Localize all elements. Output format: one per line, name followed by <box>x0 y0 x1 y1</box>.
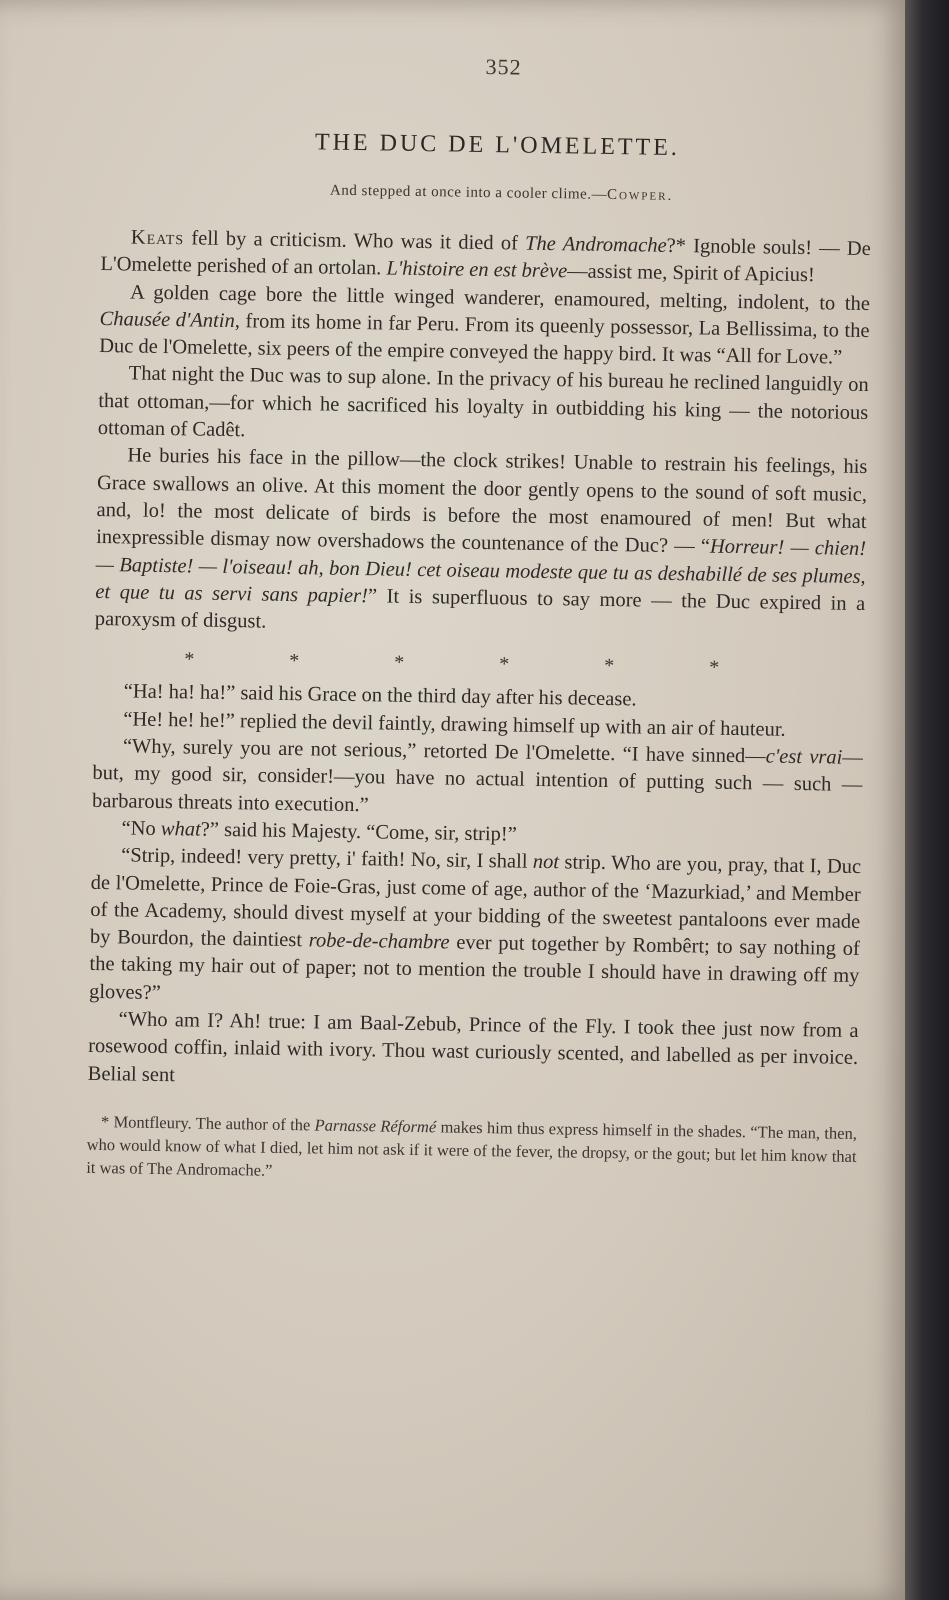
italic-phrase: robe-de-chambre <box>308 929 450 954</box>
page-content <box>86 40 874 1207</box>
dialogue-why-surely <box>92 733 863 827</box>
text-segment: ?” said his Majesty. “Come, sir, strip!” <box>200 818 518 846</box>
dialogue-who-am-i: “Who am I? Ah! true: I am Baal-Zebub, Prince of the Fly. I took thee just now from a rosewood coffin, inlaid with ivory. Thou wast curiously scented, and labelled as per invoice. Belial sent <box>87 1008 859 1086</box>
book-spine-edge <box>905 0 949 1600</box>
text-segment: “Why, surely you are not serious,” retorted De l'Omelette. “I have sinned— <box>122 735 766 768</box>
footnote <box>86 1110 857 1191</box>
dialogue-he-he: “He! he! he!” replied the devil faintly, drawing himself up with an air of hauteur. <box>123 708 786 741</box>
italic-place: Chausée d'Antin <box>99 307 235 332</box>
page-number: 352 <box>485 53 522 80</box>
text-segment: —but, my good sir, consider!—you have no actual intention of putting such — such — barbarous threats into execution.” <box>91 746 863 816</box>
italic-exclamation: Horreur! — chien! — Baptiste! — l'oiseau! ah, bon Dieu! cet oiseau modeste que tu as deshabillé de ses plumes, et que tu as servi sans papier! <box>95 535 867 608</box>
text-segment: strip. Who are you, pray, that I, Duc de l'Omelette, Prince de Foie-Gras, just come of age, author of the ‘Mazurkiad,’ and Member of the Academy, should divest myself at your bidding of the sweetest pantaloons ever made by Bourdon, the daintiest <box>89 851 862 952</box>
text-segment: “No <box>121 817 162 840</box>
paragraph-golden-cage <box>99 279 870 373</box>
dialogue-ha-ha: “Ha! ha! ha!” said his Grace on the third day after his decease. <box>123 680 637 711</box>
italic-title: Parnasse Réformé <box>314 1115 437 1137</box>
text-segment: ever put together by Rombêrt; to say nothing of the taking my hair out of paper; not to mention the trouble I should have in drawing off my gloves?” <box>88 931 860 1004</box>
chapter-title: THE DUC DE L'OMELETTE. <box>314 129 681 162</box>
text-segment: —assist me, Spirit of Apicius! <box>566 260 815 287</box>
text-segment: A golden cage bore the little winged wanderer, enamoured, melting, indolent, to the <box>129 281 871 315</box>
paragraph-that-night: That night the Duc was to sup alone. In the privacy of his bureau he reclined languidly on that ottoman,—for which he sacrificed his loyalty in outbidding his king — the notorious ottoman of Cadêt. <box>97 362 869 442</box>
text-segment: ?* Ignoble souls! — De L'Omelette perished of an ortolan. <box>100 234 871 280</box>
italic-word: what <box>160 817 201 841</box>
italic-phrase: L'histoire en est brève <box>386 257 568 283</box>
text-segment: , from its home in far Peru. From its queenly possessor, La Bellissima, to the Duc de l'Omelette, six peers of the empire conveyed the happy bird. It was “All for Love.” <box>99 309 870 369</box>
epigraph-author: Cowper. <box>606 186 674 204</box>
epigraph <box>132 179 872 208</box>
footnote-text: makes him thus express himself in the shades. “The man, then, who would know of what I died, let him not ask if it were of the fever, the dropsy, or the gout; but let him know that it was of The Andromache.” <box>86 1117 858 1180</box>
text-segment: “Strip, indeed! very pretty, i' faith! No, sir, I shall <box>121 844 534 874</box>
epigraph-text: And stepped at once into a cooler clime.— <box>329 182 608 203</box>
dialogue-strip-indeed <box>89 842 861 1018</box>
paragraph-he-buries <box>95 442 868 645</box>
footnote-text: * Montfleury. The author of the <box>100 1111 315 1135</box>
italic-word: not <box>532 851 560 874</box>
text-segment: fell by a criticism. Who was it died of <box>183 227 526 255</box>
text-segment: He buries his face in the pillow—the clock strikes! Unable to restrain his feelings, his Grace swallows an olive. At this moment the door gently opens to the sound of soft music, and, lo! the most delicate of birds is before the most enamoured of men! But what inexpressible dismay now overshadows the countenance of the Duc? — “ <box>96 444 868 558</box>
section-separator: * * * * * * <box>184 648 720 680</box>
text-segment: ” It is superfluous to say more — the Duc expired in a paroxysm of disgust. <box>94 585 866 633</box>
italic-phrase: c'est vrai <box>765 745 843 769</box>
drop-word: Keats <box>130 226 185 250</box>
italic-title: The Andromache <box>524 232 667 257</box>
